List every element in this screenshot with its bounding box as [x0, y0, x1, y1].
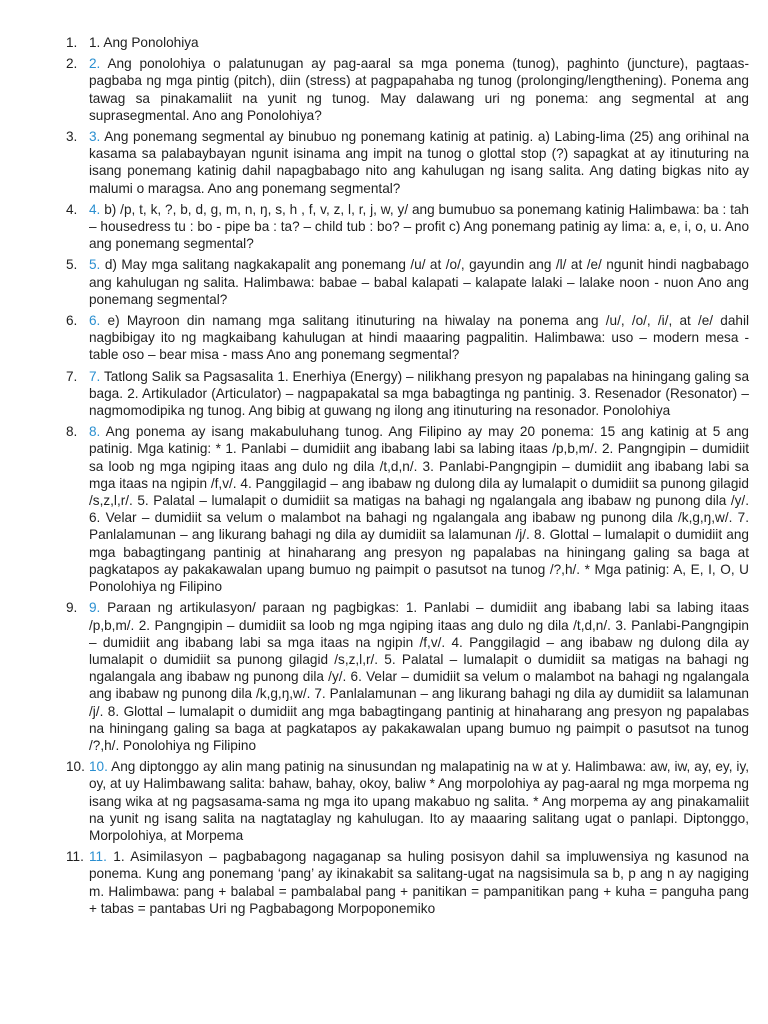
- list-item-index-link[interactable]: 2.: [89, 56, 101, 72]
- list-item-index-link[interactable]: 4.: [89, 201, 101, 217]
- list-item-text: [89, 368, 749, 420]
- list-item-text: [89, 34, 749, 51]
- list-item-number: 7.: [66, 368, 78, 384]
- list-item-text: [89, 599, 749, 754]
- list-item-number: 2.: [66, 56, 78, 72]
- list-item-index-link[interactable]: 10.: [89, 759, 108, 775]
- list-item-text: [89, 312, 749, 364]
- list-item-index-link[interactable]: 7.: [89, 368, 101, 384]
- list-item-number: 9.: [66, 600, 78, 616]
- list-item-index-link[interactable]: 8.: [89, 424, 101, 440]
- list-item-text: [89, 201, 749, 253]
- list-item-text: [89, 423, 749, 595]
- list-item-body: d) May mga salitang nagkakapalit ang ponemang /u/ at /o/, gayundin ang /l/ at /e/ ngunit hindi nagbabago ang kahulugan ng salita. Halimbawa: babae – babal kalapati – kalapate lalaki – lalake noon - nuon Ano ang ponemang segmental?: [89, 257, 749, 307]
- list-item: [0, 55, 768, 124]
- list-item: [0, 599, 768, 754]
- list-item-number: 8.: [66, 424, 78, 440]
- list-item-index-link[interactable]: 9.: [89, 600, 101, 616]
- list-item-body: e) Mayroon din namang mga salitang itinuturing na hiwalay na ponema ang /u/, /o/, /i/, at /e/ dahil nagbibigay ito ng magkaibang kahulugan at hindi maaaring pagpalitin. Halimbawa: uso – modern mesa - table oso – bear misa - mass Ano ang ponemang segmental?: [89, 313, 749, 363]
- document-list: [0, 34, 768, 921]
- list-item-number: 5.: [66, 257, 78, 273]
- list-item-number: 1.: [66, 35, 78, 50]
- list-item-body: Tatlong Salik sa Pagsasalita 1. Enerhiya (Energy) – nilikhang presyon ng papalabas na hiningang galing sa baga. 2. Artikulador (Articulator) – nagpapakatal sa mga babagtinga ng pantinig. 3. Resenador (Resonator) – nagmomodipika ng tunog. Ang bibig at guwang ng ilong ang itinuturing na resonador. Ponolohiya: [89, 368, 750, 419]
- list-item: [0, 256, 768, 308]
- list-item: [0, 201, 768, 253]
- list-item-body: Ang diptonggo ay alin mang patinig na sinusundan ng malapatinig na w at y. Halimbawa: aw, iw, ay, ey, iy, oy, at uy Halimbawang salita: bahaw, bahay, okoy, baliw * Ang morpolohiya ay pag-aaral ng mga morpema ng isang wika at ng pagsasama-sama ng mga ito upang makabuo ng salita. * Ang morpema ay ang pinakamaliit na yunit ng isang salita na nagtataglay ng kahulugan. Ito ay maaaring salitang ugat o panlapi. Diptonggo, Morpolohiya, at Morpema: [89, 759, 750, 843]
- list-item: [0, 758, 768, 844]
- list-item: [0, 848, 768, 917]
- list-item: [0, 128, 768, 197]
- list-item-body: Ang ponema ay isang makabuluhang tunog. Ang Filipino ay may 20 ponema: 15 ang katinig at 5 ang patinig. Mga katinig: * 1. Panlabi – dumidiit ang ibabang labi sa labing itaas /p,b,m/. 2. Pangngipin – dumidiit sa loob ng mga ngiping itaas ang dulo ng dila /t,d,n/. 3. Panlabi-Pangngipin – dumidiit ang ibabang labi sa mga itaas na ngipin /f,v/. 4. Panggilagid – ang ibabaw ng dulong dila ay lumalapit o dumidiit sa punong gilagid /s,z,l,r/. 5. Palatal – lumalapit o dumidiit sa matigas na bahagi ng ngalangala ang ibabaw ng punong dila /y/. 6. Velar – dumidiit sa velum o malambot na bahagi ng ngalangala ang ibabaw ng punong dila /k,g,ŋ,w/. 7. Panlalamunan – ang likurang bahagi ng dila ay dumidiit sa lalamunan /j/. 8. Glottal – lumalapit o dumidiit ang mga babagtingang pantinig at hinaharang ang presyon ng papalabas na hiningang galing sa baga at pagkatapos ay pakakawalan upang bumuo ng paimpit o pasutsot na tunog /?,h/. * Mga patinig: A, E, I, O, U Ponolohiya ng Filipino: [89, 424, 749, 595]
- list-item: [0, 312, 768, 364]
- list-item-index-link[interactable]: 11.: [89, 849, 107, 865]
- list-item-body: Ang ponemang segmental ay binubuo ng ponemang katinig at patinig. a) Labing-lima (25) ang orihinal na kasama sa palabaybayan ngunit isinama ang impit na tunog o glottal stop (?) sapagkat at ay itinuturing na isang ponemang katinig dahil napagbabago nito ang kahulugan ng isang salita. Ang dating bigkas nito ay malumi o maragsa. Ano ang ponemang segmental?: [89, 129, 749, 196]
- list-item-text: [89, 55, 749, 124]
- list-item-number: 6.: [66, 313, 78, 329]
- list-item: [0, 368, 768, 420]
- list-item-number: 4.: [66, 201, 78, 217]
- list-item-body: Ang Ponolohiya: [103, 35, 199, 50]
- list-item: [0, 423, 768, 595]
- list-item-body: Paraan ng artikulasyon/ paraan ng pagbigkas: 1. Panlabi – dumidiit ang ibabang labi sa labing itaas /p,b,m/. 2. Pangngipin – dumidiit sa loob ng mga ngiping itaas ang dulo ng dila /t,d,n/. 3. Panlabi-Pangngipin – dumidiit ang ibabang labi sa mga itaas na ngipin /f,v/. 4. Panggilagid – ang ibabaw ng dulong dila ay lumalapit o dumidiit sa punong gilagid /s,z,l,r/. 5. Palatal – lumalapit o dumidiit sa matigas na bahagi ng ngalangala ang ibabaw ng punong dila /y/. 6. Velar – dumidiit sa velum o malambot na bahagi ng ngalangala ang ibabaw ng punong dila /k,g,ŋ,w/. 7. Panlalamunan – ang likurang bahagi ng dila ay dumidiit sa lalamunan /j/. 8. Glottal – lumalapit o dumidiit ang mga babagtingang pantinig at hinaharang ang presyon ng papalabas na hiningang galing sa baga at pagkatapos ay pakakawalan upang bumuo ng paimpit o pasutsot na tunog /?,h/. Ponolohiya ng Filipino: [89, 600, 750, 753]
- list-item-text: [89, 848, 749, 917]
- list-item-index-link[interactable]: 1.: [89, 35, 101, 50]
- list-item-index-link[interactable]: 3.: [89, 129, 101, 145]
- list-item-body: Ang ponolohiya o palatunugan ay pag-aaral sa mga ponema (tunog), paghinto (juncture), pagtaas- pagbaba ng mga pintig (pitch), diin (stress) at pagpapahaba ng tunog (prolonging/lengthening). Ponema ang tawag sa pinakamaliit na yunit ng tunog. May dalawang uri ng ponema: ang segmental at ang suprasegmental. Ano ang Ponolohiya?: [89, 56, 750, 123]
- list-item-number: 11.: [66, 849, 84, 865]
- list-item-number: 10.: [66, 759, 85, 775]
- list-item-text: [89, 128, 749, 197]
- list-item-text: [89, 758, 749, 844]
- list-item-text: [89, 256, 749, 308]
- list-item-index-link[interactable]: 5.: [89, 257, 101, 273]
- list-item: [0, 34, 768, 51]
- list-item-body: b) /p, t, k, ?, b, d, g, m, n, ŋ, s, h , f, v, z, l, r, j, w, y/ ang bumubuo sa ponemang katinig Halimbawa: ba : tah – housedress tu : bo - pipe ba : ta? – child tub : bo? – profit c) Ang ponemang patinig ay lima: a, e, i, o, u. Ano ang ponemang segmental?: [89, 201, 749, 252]
- list-item-number: 3.: [66, 129, 78, 145]
- list-item-body: 1. Asimilasyon – pagbabagong nagaganap sa huling posisyon dahil sa impluwensiya ng kasunod na ponema. Kung ang ponemang ‘pang’ ay ikinakabit sa salitang-ugat na nagsisimula sa b, p ang n ay nagiging m. Halimbawa: pang + balabal = pambalabal pang + panitikan = pampanitikan pang + kuha = panguha pang + tabas = pantabas Uri ng Pagbabagong Morpoponemiko: [89, 849, 749, 916]
- list-item-index-link[interactable]: 6.: [89, 313, 101, 329]
